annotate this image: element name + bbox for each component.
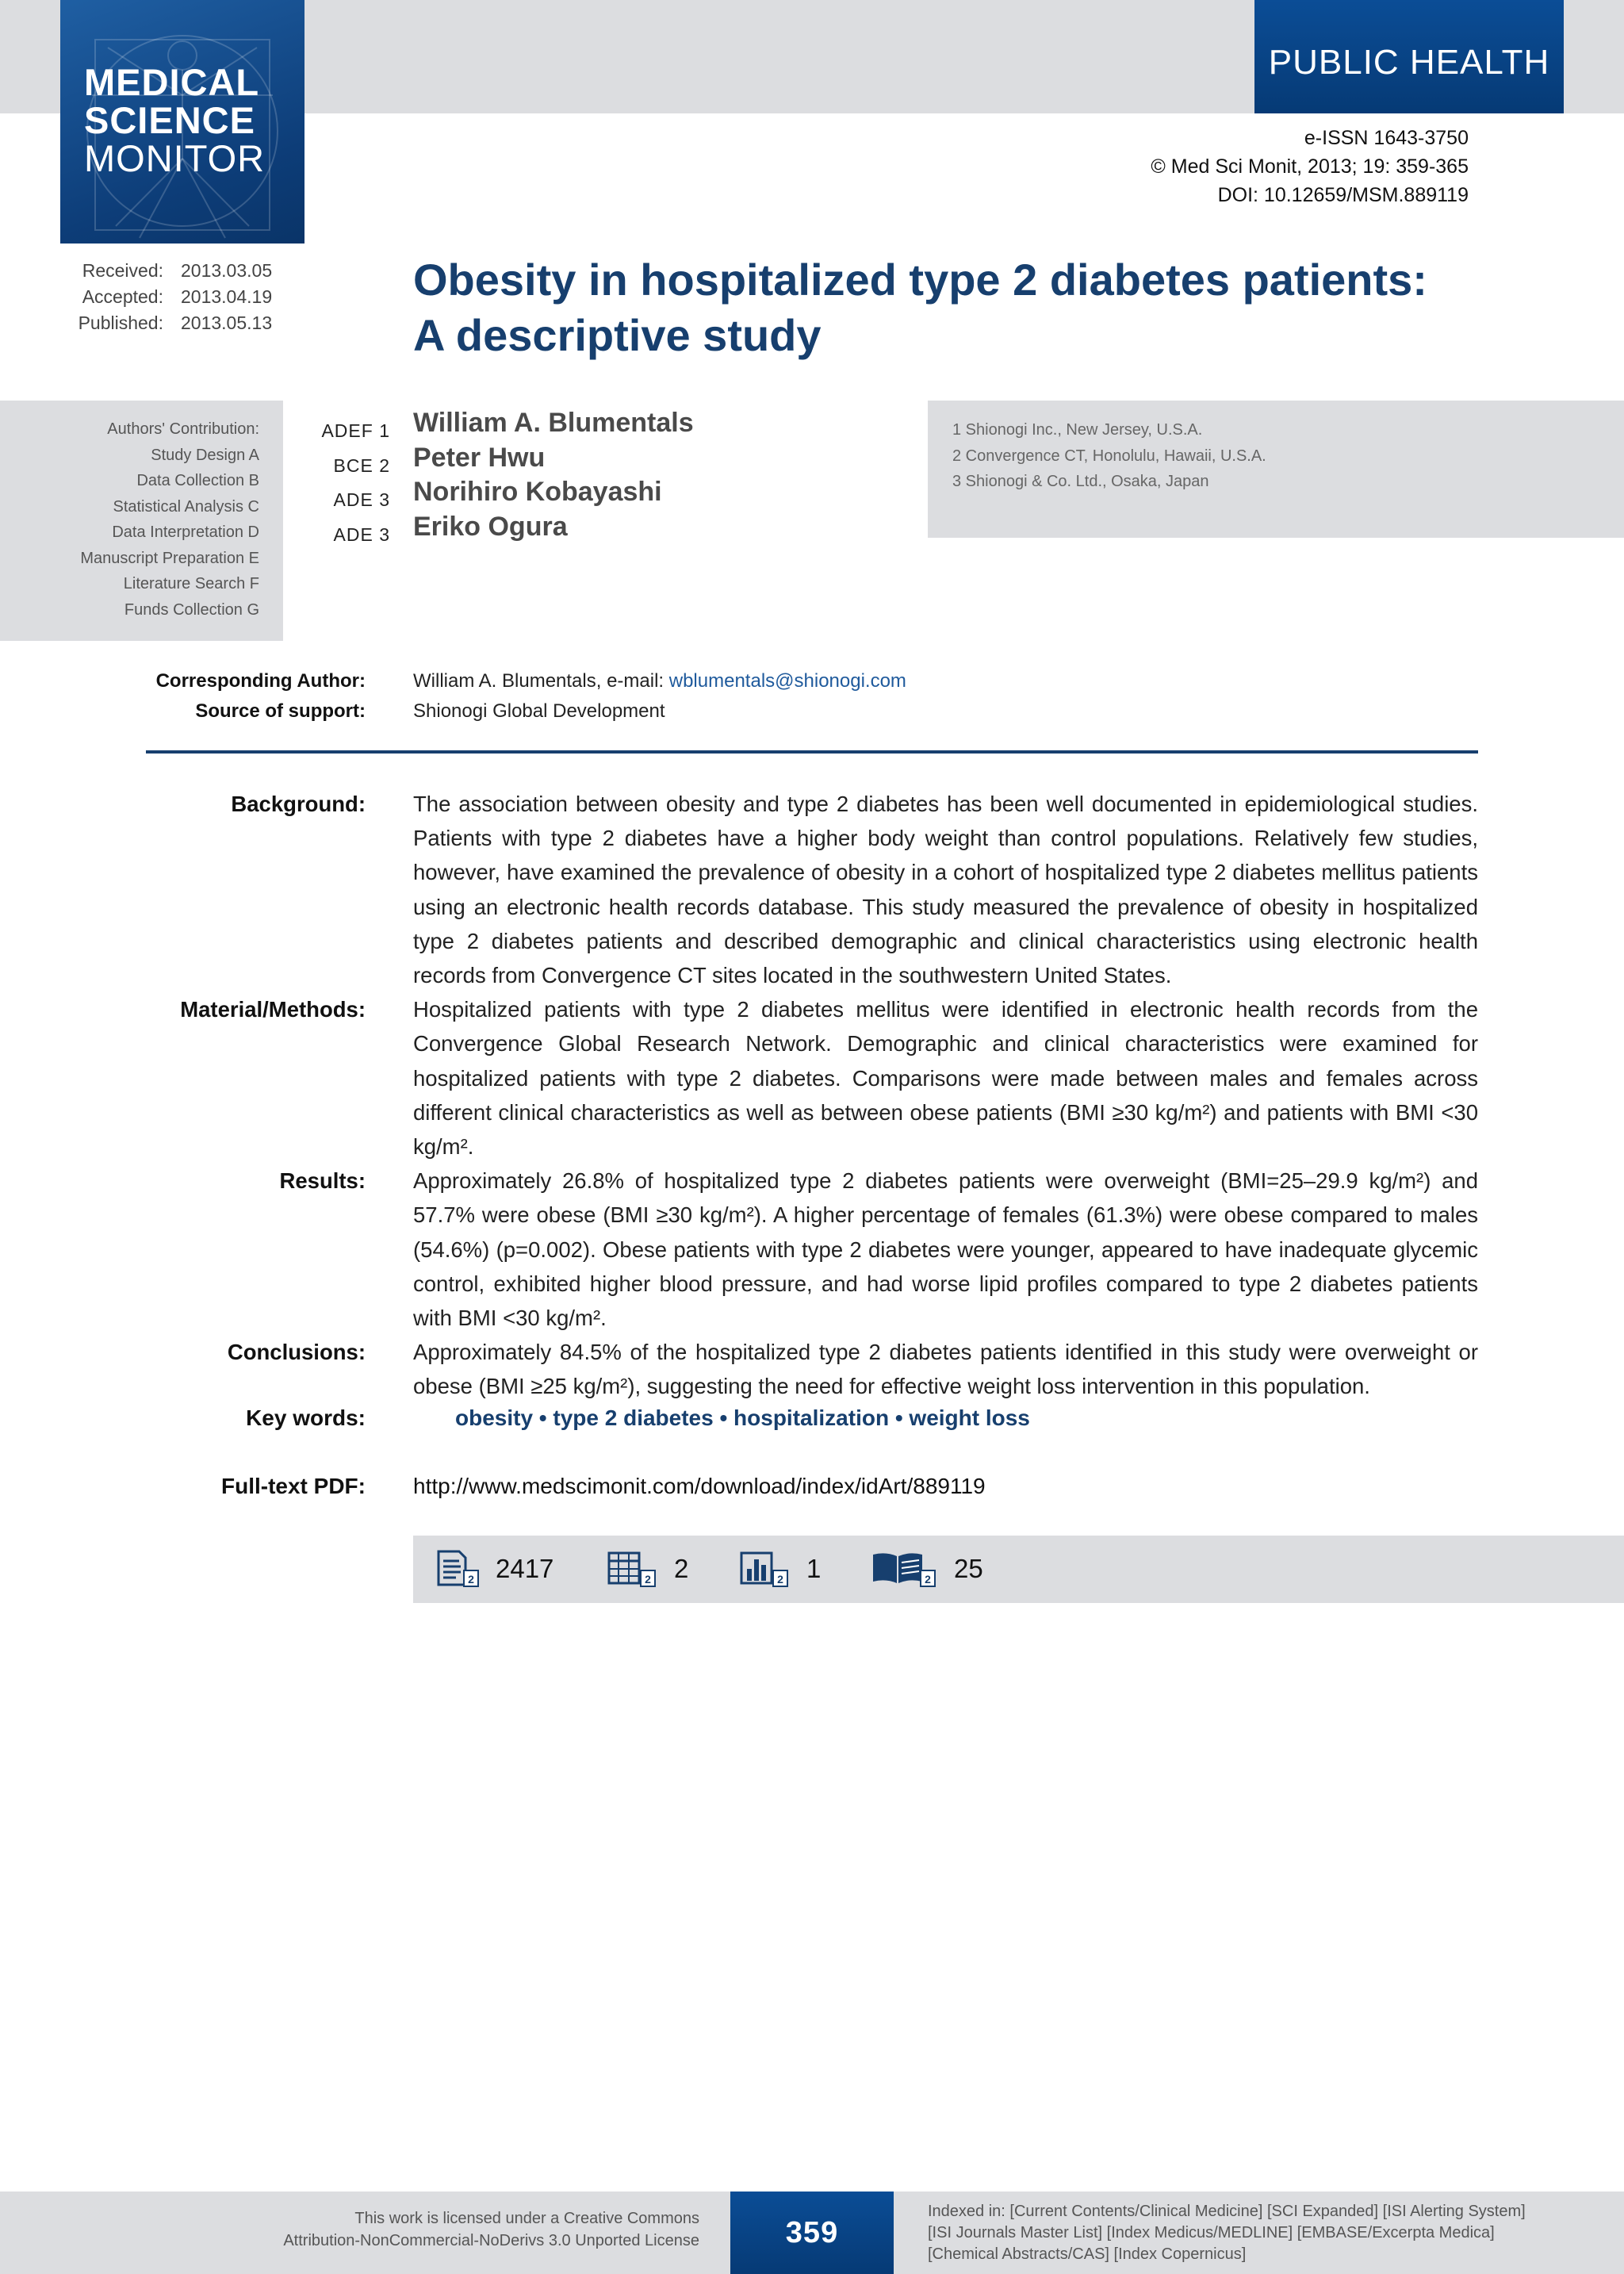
index-line: [Chemical Abstracts/CAS] [Index Copernicus]	[928, 2245, 1247, 2263]
svg-text:2: 2	[777, 1573, 783, 1586]
author-name: Peter Hwu	[413, 442, 546, 473]
affiliations-list	[952, 417, 1266, 495]
doi: DOI: 10.12659/MSM.889119	[1217, 184, 1469, 206]
author-name: Eriko Ogura	[413, 511, 568, 542]
license-line: Attribution-NonCommercial-NoDerivs 3.0 Unported License	[283, 2232, 699, 2249]
affiliation-item: 1 Shionogi Inc., New Jersey, U.S.A.	[952, 421, 1203, 439]
figure-count-stat	[740, 1550, 821, 1588]
open-book-icon	[871, 1550, 938, 1588]
source-support-value: Shionogi Global Development	[413, 700, 665, 722]
date-value: 2013.03.05	[181, 260, 273, 281]
conclusions-label: Conclusions:	[227, 1340, 366, 1365]
document-icon	[437, 1550, 480, 1588]
figure-count: 1	[806, 1554, 822, 1583]
bar-chart-icon	[740, 1550, 791, 1588]
corresponding-author-row	[127, 666, 1475, 696]
results-label: Results:	[279, 1168, 366, 1194]
page-number: 359	[730, 2192, 894, 2274]
results-text: Approximately 26.8% of hospitalized type 2 diabetes patients were overweight (BMI=25–29.9 kg/m²) and 57.7% were obese (BMI ≥30 kg/m²). A higher percentage of females (61.3%) were obese compared to males (54.6%) (p=0.002). Obese patients with type 2 diabetes were younger, appeared to have inadequate glycemic control, exhibited higher blood pressure, and had worse lipid profiles compared to type 2 diabetes patients with BMI <30 kg/m².	[413, 1168, 1478, 1331]
section-label: PUBLIC HEALTH	[1254, 0, 1564, 113]
date-row	[60, 284, 284, 310]
contribution-item: Funds Collection G	[124, 600, 259, 619]
contribution-item: Literature Search F	[123, 575, 259, 592]
logo-line-monitor: MONITOR	[84, 137, 266, 179]
article-meta	[1151, 124, 1469, 209]
background-text: The association between obesity and type 2 diabetes has been well documented in epidemiological studies. Patients with type 2 diabetes have a higher body weight than control populations. Relatively few studies, however, have examined the prevalence of obesity in a cohort of hospitalized type 2 diabetes mellitus patients using an electronic health records database. This study measured the prevalence of obesity in hospitalized type 2 diabetes patients and described demographic and clinical characteristics using electronic health records from Convergence CT sites located in the southwestern United States.	[413, 792, 1478, 988]
affiliation-item: 3 Shionogi & Co. Ltd., Osaka, Japan	[952, 473, 1209, 490]
date-row	[60, 310, 284, 336]
author-names	[413, 406, 694, 544]
abstract	[127, 787, 1478, 1404]
abstract-methods	[127, 992, 1478, 1164]
index-line: Indexed in: [Current Contents/Clinical Medicine] [SCI Expanded] [ISI Alerting System]	[928, 2203, 1526, 2220]
svg-text:2: 2	[645, 1573, 651, 1586]
author-code: ADEF 1	[321, 420, 390, 441]
keywords-row	[127, 1405, 1030, 1431]
svg-text:2: 2	[468, 1573, 474, 1586]
correspondence-block	[127, 666, 1475, 727]
date-label: Published:	[78, 313, 163, 333]
article-dates	[60, 258, 284, 336]
fulltext-row	[127, 1474, 986, 1499]
source-support-label: Source of support:	[195, 700, 366, 722]
title-line: Obesity in hospitalized type 2 diabetes patients:	[413, 255, 1427, 305]
corresponding-email-link[interactable]: wblumentals@shionogi.com	[668, 670, 906, 692]
author-name: Norihiro Kobayashi	[413, 477, 662, 507]
fulltext-link[interactable]: http://www.medscimonit.com/download/index/idArt/889119	[413, 1474, 986, 1498]
contribution-item: Study Design A	[151, 446, 259, 464]
contribution-item: Manuscript Preparation E	[80, 549, 259, 567]
source-support-row	[127, 696, 1475, 727]
logo-line-science: SCIENCE	[84, 99, 255, 141]
contributions-list	[0, 416, 259, 623]
table-icon	[607, 1550, 658, 1588]
corresponding-author-label: Corresponding Author:	[155, 670, 366, 692]
license-text	[283, 2207, 699, 2252]
divider	[146, 750, 1478, 754]
author-code: ADE 3	[333, 523, 390, 545]
author-codes	[301, 414, 390, 552]
keywords-value: obesity • type 2 diabetes • hospitalization • weight loss	[455, 1405, 1030, 1430]
abstract-conclusions	[127, 1335, 1478, 1403]
background-label: Background:	[231, 792, 366, 816]
article-title	[413, 252, 1476, 363]
table-count-stat	[607, 1550, 688, 1588]
contribution-item: Data Collection B	[136, 472, 259, 489]
citation: © Med Sci Monit, 2013; 19: 359-365	[1151, 155, 1469, 178]
author-code: BCE 2	[333, 454, 390, 476]
author-code: ADE 3	[333, 489, 390, 510]
title-line: A descriptive study	[413, 310, 822, 360]
affiliation-item: 2 Convergence CT, Honolulu, Hawaii, U.S.A.	[952, 447, 1266, 465]
author-name: William A. Blumentals	[413, 408, 694, 438]
abstract-results	[127, 1164, 1478, 1335]
word-count-stat	[437, 1550, 553, 1588]
corresponding-author-value: William A. Blumentals, e-mail:	[413, 670, 669, 692]
keywords-label: Key words:	[246, 1405, 366, 1430]
methods-label: Material/Methods:	[180, 997, 366, 1022]
date-value: 2013.04.19	[181, 286, 273, 307]
index-line: [ISI Journals Master List] [Index Medicus/MEDLINE] [EMBASE/Excerpta Medica]	[928, 2224, 1495, 2241]
date-label: Received:	[82, 260, 163, 281]
logo-line-medical: MEDICAL	[84, 61, 260, 103]
article-stats-bar	[413, 1536, 1624, 1603]
date-label: Accepted:	[82, 286, 163, 307]
journal-logo	[60, 0, 304, 244]
methods-text: Hospitalized patients with type 2 diabetes mellitus were identified in electronic health records from the Convergence Global Research Network. Demographic and clinical characteristics were examined for hospitalized patients with type 2 diabetes. Comparisons were made between males and females across different clinical characteristics as well as between obese patients (BMI ≥30 kg/m²) and patients with BMI <30 kg/m².	[413, 997, 1478, 1160]
contribution-item: Statistical Analysis C	[113, 497, 259, 516]
abstract-background	[127, 787, 1478, 992]
indexing-info	[928, 2201, 1594, 2265]
table-count: 2	[674, 1554, 689, 1583]
contributions-heading: Authors' Contribution:	[107, 420, 259, 438]
fulltext-label: Full-text PDF:	[221, 1474, 366, 1498]
date-row	[60, 258, 284, 284]
svg-text:2: 2	[925, 1573, 931, 1586]
eissn: e-ISSN 1643-3750	[1304, 127, 1469, 149]
reference-count: 25	[954, 1554, 983, 1583]
reference-count-stat	[871, 1550, 983, 1588]
license-line: This work is licensed under a Creative Commons	[354, 2210, 699, 2227]
conclusions-text: Approximately 84.5% of the hospitalized type 2 diabetes patients identified in this study were overweight or obese (BMI ≥25 kg/m²), suggesting the need for effective weight loss intervention in this population.	[413, 1340, 1478, 1399]
word-count: 2417	[496, 1554, 554, 1583]
date-value: 2013.05.13	[181, 313, 273, 333]
contribution-item: Data Interpretation D	[112, 523, 259, 541]
